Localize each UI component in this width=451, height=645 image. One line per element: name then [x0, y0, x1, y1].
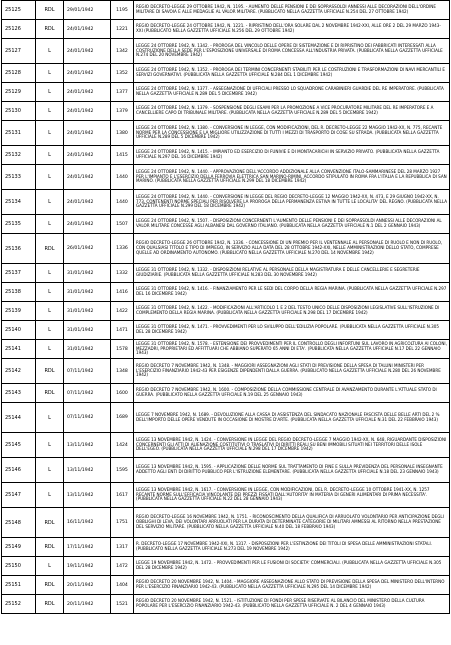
act-date: 31/01/1942 [64, 283, 111, 302]
act-date: 31/01/1942 [64, 340, 111, 359]
act-type: L [36, 215, 64, 234]
table-row [2, 321, 450, 340]
act-date: 24/01/1942 [64, 39, 111, 64]
act-type: RDL [36, 1, 64, 20]
act-description: LEGGE 13 NOVEMBRE 1942, N. 1595. - APPLICAZIONE DELLE NORME SUL TRATTAMENTO DI FINE E SULLA PREVIDENZA DEL PERSONALE INSEGNANTE ADDETTO AGLI ENTI DI DIRITTO PUBBLICO PER L'ISTRUZIONE ELEMENTARE. (PUBBLICATA NELLA GAZZETTA UFFICIALE N.18 DEL 23 GENNAIO 1943) [134, 458, 450, 483]
act-number: 1195 [111, 1, 134, 20]
act-number: 1689 [111, 403, 134, 433]
act-type: L [36, 283, 64, 302]
entry-number: 25146 [2, 458, 36, 483]
act-date: 24/01/1942 [64, 20, 111, 39]
act-date: 24/01/1942 [64, 190, 111, 215]
entry-number: 25150 [2, 557, 36, 576]
act-type: RDL [36, 508, 64, 538]
entry-number: 25134 [2, 190, 36, 215]
table-row [2, 20, 450, 39]
act-date: 13/11/1942 [64, 433, 111, 458]
act-date: 24/01/1942 [64, 64, 111, 83]
entry-number: 25141 [2, 340, 36, 359]
act-description: LEGGE 24 OTTOBRE 1942, N. 1342. - PROROGA DEL VINCOLO DELLE OPERE DI SISTEMAZIONE E DI RIPRISTINO DEI FABBRICATI INTERESSATI ALLA COSTRUZIONE DELLA SEDE PER L'ESPOSIZIONE UNIVERSALE DI ROMA CONCESSA ALL'INDUSTRIA PRIVATA. (PUBBLICATA NELLA GAZZETTA UFFICIALE N.274 DEL 20 NOVEMBRE 1942) [134, 39, 450, 64]
table-row [2, 403, 450, 433]
table-row [2, 83, 450, 102]
act-type: L [36, 433, 64, 458]
table-row [2, 1, 450, 20]
act-description: LEGGE 24 OTTOBRE 1942, N. 1377. - ASSEGNAZIONE DI UFFICIALI PRESSO LO SQUADRONE CARABINIERI GUARDIE DEL RE IMPERATORE. (PUBBLICATA NELLA GAZZETTA UFFICIALE N.289 DEL 5 DICEMBRE 1942) [134, 83, 450, 102]
entry-number: 25130 [2, 102, 36, 121]
entry-number: 25142 [2, 359, 36, 384]
act-date: 24/01/1942 [64, 165, 111, 190]
act-type: L [36, 403, 64, 433]
act-description: REGIO DECRETO-LEGGE 16 NOVEMBRE 1942, N. 1751. - RICONOSCIMENTO DELLA QUALIFICA DI ARRUOLATO VOLONTARIO PER ANTICIPAZIONE DEGLI OBBLIGHI DI LEVA, DEI VOLONTARI ARRUOLATI PER LA DURATA DI DETERMINATE CATEGORIE DI MILITARI AMMESSI AL RITORNO NELLA PRESTAZIONE DEL SERVIZIO MILITARE. (PUBBLICATO NELLA GAZZETTA UFFICIALE N.40 DEL 18 FEBBRAIO 1943) [134, 508, 450, 538]
act-number: 1472 [111, 557, 134, 576]
entry-number: 25125 [2, 1, 36, 20]
entry-number: 25132 [2, 146, 36, 165]
act-date: 07/11/1942 [64, 403, 111, 433]
act-description: LEGGE 24 OTTOBRE 1942, N. 1440. - APPROVAZIONE DELL'ACCORDO ADDIZIONALE ALLA CONVENZIONE ITALO-SAMMARINESE DEL 28 MARZO 1927 PER L'IMPIANTO E L'ESERCIZIO DELLA FERROVIA ELETTRICA SAN MARINO-RIMINI, ACCORDO STIPULATO IN ROMA FRA L'ITALIA E LA REPUBBLICA DI SAN MARINO. (PUBBLICATA NELLA GAZZETTA UFFICIALE N.299 DEL 18 DICEMBRE 1942) [134, 165, 450, 190]
entry-number: 25140 [2, 321, 36, 340]
act-number: 1422 [111, 302, 134, 321]
entry-number: 25138 [2, 283, 36, 302]
entry-number: 25147 [2, 483, 36, 508]
table-row [2, 557, 450, 576]
act-number: 1342 [111, 39, 134, 64]
entry-number: 25139 [2, 302, 36, 321]
entry-number: 25127 [2, 39, 36, 64]
act-description: LEGGE 13 NOVEMBRE 1942, N. 1617. - CONVERSIONE IN LEGGE, CON MODIFICAZIONI, DEL R. DECRETO-LEGGE 10 OTTOBRE 1941-XX, N. 1257 RECANTE NORME SULL'EFFICACIA VINCOLANTE DEI PREZZI FISSATI DALL'AUTORITA' IN MATERIA DI GENERI ALIMENTARI DI PRIMA NECESSITA'. (PUBBLICATA NELLA GAZZETTA UFFICIALE N.22 DEL 28 GENNAIO 1943) [134, 483, 450, 508]
act-date: 17/11/1942 [64, 538, 111, 557]
act-description: R. DECRETO-LEGGE 17 NOVEMBRE 1942-XXI, N. 1317. - DISPOSIZIONI PER L'ESTINZIONE DEI TITOLI DI SPESA DELLE AMMINISTRAZIONI STATALI. (PUBBLICATO NELLA GAZZETTA UFFICIALE N.273 DEL 19 NOVEMBRE 1942) [134, 538, 450, 557]
act-type: L [36, 83, 64, 102]
act-description: REGIO DECRETO 7 NOVEMBRE 1942, N. 1348. - MAGGIORI ASSEGNAZIONI AGLI STATI DI PREVISIONE DELLA SPESA DI TALUNI MINISTERI PER L'ESERCIZIO FINANZIARIO 1942-43 PER ESIGENZE DIPENDENTI DALLA GUERRA. (PUBBLICATO NELLA GAZZETTA UFFICIALE N.280 DEL 26 NOVEMBRE 1942) [134, 359, 450, 384]
act-description: REGIO DECRETO-LEGGE 24 OTTOBRE 1942, N. 1221. - RIPRISTINO DELL'ORA SOLARE DAL 2 NOVEMBRE 1942-XXI, ALLE ORE 2 DEL 29 MARZO 1943-XXI (PUBBLICATO NELLA GAZZETTA UFFICIALE N.256 DEL 29 OTTOBRE 1942) [134, 20, 450, 39]
act-date: 31/01/1942 [64, 264, 111, 283]
entry-number: 25131 [2, 121, 36, 146]
act-number: 1521 [111, 595, 134, 614]
table-row [2, 538, 450, 557]
act-type: L [36, 557, 64, 576]
table-row [2, 64, 450, 83]
table-row [2, 359, 450, 384]
act-description: LEGGE 24 OTTOBRE 1942, N. 1440. - CONVERSIONE IN LEGGE DEL REGIO DECRETO-LEGGE 12 MAGGIO 1942-XX, N. 473, E 29 GIUGNO 1942-XX, N. 773, CONTENENTI NORME SPECIALI PER RISOLVERE LA PROROGA DELLA PERMANENZA ESTIVA IN TUTTE LE LOCALITA' DEL REGNO. (PUBBLICATA NELLA GAZZETTA UFFICIALE N.299 DEL 18 DICEMBRE 1942) [134, 190, 450, 215]
act-description: LEGGE 31 OTTOBRE 1942, N. 1422. - MODIFICAZIONI ALL'ARTICOLO 1 E 2 DEL TESTO UNICO DELLE DISPOSIZIONI LEGISLATIVE SULL'ISTRUZIONE DI COMPLEMENTO DELLA REGIA MARINA. (PUBBLICATA NELLA GAZZETTA UFFICIALE N.298 DEL 17 DICEMBRE 1942) [134, 302, 450, 321]
act-number: 1336 [111, 234, 134, 264]
act-description: LEGGE 31 OTTOBRE 1942, N. 1332. - DISPOSIZIONI RELATIVE AL PERSONALE DELLA MAGISTRATURA E DELLE CANCELLERIE E SEGRETERIE GIUDIZIARIE. (PUBBLICATA NELLA GAZZETTA UFFICIALE N.283 DEL 30 NOVEMBRE 1942) [134, 264, 450, 283]
act-type: RDL [36, 576, 64, 595]
table-row [2, 146, 450, 165]
act-number: 1578 [111, 340, 134, 359]
act-type: RDL [36, 234, 64, 264]
act-date: 07/11/1942 [64, 384, 111, 403]
entry-number: 25143 [2, 384, 36, 403]
act-date: 31/01/1942 [64, 321, 111, 340]
table-row [2, 165, 450, 190]
act-type: L [36, 121, 64, 146]
entry-number: 25152 [2, 595, 36, 614]
act-number: 1424 [111, 433, 134, 458]
act-number: 1332 [111, 264, 134, 283]
act-number: 1404 [111, 576, 134, 595]
act-type: L [36, 483, 64, 508]
act-type: L [36, 165, 64, 190]
entry-number: 25145 [2, 433, 36, 458]
entry-number: 25144 [2, 403, 36, 433]
act-number: 1595 [111, 458, 134, 483]
act-date: 20/11/1942 [64, 576, 111, 595]
act-date: 24/01/1942 [64, 102, 111, 121]
entry-number: 25136 [2, 234, 36, 264]
table-row [2, 340, 450, 359]
act-date: 16/11/1942 [64, 508, 111, 538]
table-row [2, 190, 450, 215]
act-type: RDL [36, 384, 64, 403]
act-number: 1348 [111, 359, 134, 384]
act-description: LEGGE 24 OTTOBRE 1942, N. 1507. - DISPOSIZIONI CONCERNENTI L'AUMENTO DELLE PENSIONI E DEI SOPRASSOLDI ANNESSI ALLE DECORAZIONI AL VALOR MILITARE CONCESSE AGLI ALBANESI DAL GOVERNO ITALIANO. (PUBBLICATA NELLA GAZZETTA UFFICIALE N.1 DEL 2 GENNAIO 1943) [134, 215, 450, 234]
table-row [2, 283, 450, 302]
act-description: LEGGE 24 OTTOBRE 1942, N. 1379. - SOSPENSIONE DEGLI ESAMI PER LA PROMOZIONE A VICE PROCURATORE MILITARE DEL RE IMPERATORE E A CANCELLIERE CAPO DI TRIBUNALE MILITARE. (PUBBLICATA NELLA GAZZETTA UFFICIALE N.289 DEL 5 DICEMBRE 1942) [134, 102, 450, 121]
act-description: REGIO DECRETO-LEGGE 26 OTTOBRE 1942, N. 1336. - CONCESSIONE DI UN PREMIO PER IL VENTENNALE AL PERSONALE DI RUOLO E NON DI RUOLO, CON QUALSIASI TITOLO E TIPO DI IMPIEGO, IN SERVIZIO ALLA DATA DEL 28 OTTOBRE 1942-XXI, NELLE AMMINISTRAZIONI DELLO STATO, COMPRESE QUELLE AD ORDINAMENTO AUTONOMO. (PUBBLICATO NELLA GAZZETTA UFFICIALE N.270 DEL 14 NOVEMBRE 1942) [134, 234, 450, 264]
entry-number: 25148 [2, 508, 36, 538]
table-row [2, 121, 450, 146]
act-date: 07/11/1942 [64, 359, 111, 384]
act-number: 1221 [111, 20, 134, 39]
table-row [2, 384, 450, 403]
act-description: LEGGE 24 OTTOBRE 1942, N. 1352. - PROROGA DEI TERMINI CONCERNENTI STABILITI PER LE COSTRUZIONI E TRASFORMAZIONI DI NAVI MERCANTILI E SERVIZI GOVERNATIVI. (PUBBLICATA NELLA GAZZETTA UFFICIALE N.284 DEL 1 DICEMBRE 1942) [134, 64, 450, 83]
act-date: 20/11/1942 [64, 595, 111, 614]
act-type: L [36, 302, 64, 321]
entry-number: 25135 [2, 215, 36, 234]
act-type: L [36, 458, 64, 483]
act-description: REGIO DECRETO 20 NOVEMBRE 1942, N. 1404. - MAGGIORE ASSEGNAZIONE ALLO STATO DI PREVISIONE DELLA SPESA DEL MINISTERO DELL'INTERNO PER L'ESERCIZIO FINANZIARIO 1942-43. (PUBBLICATO NELLA GAZZETTA UFFICIALE N.295 DEL 14 DICEMBRE 1942) [134, 576, 450, 595]
act-date: 19/11/1942 [64, 557, 111, 576]
act-type: L [36, 39, 64, 64]
table-row [2, 458, 450, 483]
table-row [2, 433, 450, 458]
act-description: LEGGE 31 OTTOBRE 1942, N. 1416. - FINANZIAMENTO PER LE SEDI DEL CORPO DELLA REGIA MARINA. (PUBBLICATA NELLA GAZZETTA UFFICIALE N.297 DEL 16 DICEMBRE 1942) [134, 283, 450, 302]
table-row [2, 234, 450, 264]
act-number: 1600 [111, 384, 134, 403]
act-description: LEGGE 19 NOVEMBRE 1942, N. 1472. - PROVVEDIMENTI PER LE FUSIONI DI SOCIETA' COMMERCIALI. (PUBBLICATA NELLA GAZZETTA UFFICIALE N.305 DEL 28 DICEMBRE 1942) [134, 557, 450, 576]
act-type: RDL [36, 20, 64, 39]
entry-number: 25129 [2, 83, 36, 102]
table-row [2, 39, 450, 64]
act-type: RDL [36, 538, 64, 557]
act-number: 1617 [111, 483, 134, 508]
act-type: RDL [36, 359, 64, 384]
act-number: 1317 [111, 538, 134, 557]
act-date: 24/01/1942 [64, 146, 111, 165]
act-date: 24/01/1942 [64, 215, 111, 234]
legislation-register-table [1, 0, 450, 614]
act-number: 1507 [111, 215, 134, 234]
act-type: L [36, 264, 64, 283]
act-date: 13/11/1942 [64, 483, 111, 508]
act-type: L [36, 64, 64, 83]
act-description: LEGGE 31 OTTOBRE 1942, N. 1578. - ESTENSIONE DEI PROVVEDIMENTI PER IL CONTROLLO DEGLI INFORTUNI SUL LAVORO IN AGRICOLTURA AI COLONI, MEZZADRI, PROPRIETARI ED AFFITTUARI CHE ABBIANO SUPERATO 65 ANNI DI ETA'. (PUBBLICATA NELLA GAZZETTA UFFICIALE N.17 DEL 22 GENNAIO 1943) [134, 340, 450, 359]
act-type: L [36, 102, 64, 121]
act-number: 1379 [111, 102, 134, 121]
table-row [2, 576, 450, 595]
act-type: L [36, 146, 64, 165]
table-row [2, 215, 450, 234]
act-number: 1440 [111, 190, 134, 215]
act-type: L [36, 321, 64, 340]
act-date: 26/01/1942 [64, 234, 111, 264]
entry-number: 25126 [2, 20, 36, 39]
entry-number: 25128 [2, 64, 36, 83]
act-number: 1416 [111, 283, 134, 302]
act-number: 1471 [111, 321, 134, 340]
table-row [2, 483, 450, 508]
act-number: 1377 [111, 83, 134, 102]
act-description: LEGGE 24 OTTOBRE 1942, N. 1415. - IMPIANTO ED ESERCIZIO DI FUNIVIE E DI MONTACARICHI IN SERVIZIO PRIVATO. (PUBBLICATA NELLA GAZZETTA UFFICIALE N.297 DEL 16 DICEMBRE 1942) [134, 146, 450, 165]
act-type: L [36, 190, 64, 215]
act-description: LEGGE 13 NOVEMBRE 1942, N. 1424. - CONVERSIONE IN LEGGE DEL REGIO DECRETO-LEGGE 7 MAGGIO 1942-XX, N. 648, RIGUARDANTE DISPOSIZIONI CONCERNENTI GLI ATTI DI ALIENAZIONE COSTITUTIVI O TRASLATIVI DI DIRITTI REALI SU BENI IMMOBILI SITUATI NEI TERRITORI DELLE ISOLE DELL'EGEO. (PUBBLICATA NELLA GAZZETTA UFFICIALE N.298 DEL 17 DICEMBRE 1942) [134, 433, 450, 458]
entry-number: 25149 [2, 538, 36, 557]
entry-number: 25151 [2, 576, 36, 595]
table-row [2, 102, 450, 121]
act-description: REGIO DECRETO 7 NOVEMBRE 1942, N. 1600. - COMPOSIZIONE DELLA COMMISSIONE CENTRALE DI AVANZAMENTO DURANTE L'ATTUALE STATO DI GUERRA. (PUBBLICATO NELLA GAZZETTA UFFICIALE N.19 DEL 25 GENNAIO 1943) [134, 384, 450, 403]
act-type: L [36, 340, 64, 359]
act-description: LEGGE 24 OTTOBRE 1942, N. 1380. - CONVERSIONE IN LEGGE, CON MODIFICAZIONI, DEL R. DECRETO-LEGGE 22 MAGGIO 1942-XX, N. 775, RECANTE NORME PER LA CONCESSIONE E LA MIGLIORE UTILIZZAZIONE DI TUTTI I MEZZI DI TRASPORTO DI COSE SU STRADA. (PUBBLICATA NELLA GAZZETTA UFFICIALE N.289 DEL 5 DICEMBRE 1942) [134, 121, 450, 146]
act-date: 24/01/1942 [64, 83, 111, 102]
act-number: 1415 [111, 146, 134, 165]
act-date: 24/01/1942 [64, 121, 111, 146]
act-description: REGIO DECRETO 20 NOVEMBRE 1942, N. 1521. - ISTITUZIONE DI FONDI PER SPESE RISERVATE AL BILANCIO DEL MINISTERO DELLA CULTURA POPOLARE PER L'ESERCIZIO FINANZIARIO 1942-43. (PUBBLICATO NELLA GAZZETTA UFFICIALE N. 2 DEL 4 GENNAIO 1943) [134, 595, 450, 614]
table-row [2, 264, 450, 283]
table-row [2, 508, 450, 538]
act-number: 1380 [111, 121, 134, 146]
act-number: 1751 [111, 508, 134, 538]
act-type: RDL [36, 595, 64, 614]
entry-number: 25133 [2, 165, 36, 190]
act-description: REGIO DECRETO-LEGGE 29 OTTOBRE 1942, N. 1195. - AUMENTO DELLE PENSIONI E DEI SOPRASSOLDI ANNESSI ALLE DECORAZIONI DELL'ORDINE MILITARE DI SAVOIA E ALLE MEDAGLIE AL VALOR MILITARE. (PUBBLICATO NELLA GAZZETTA UFFICIALE N.254 DEL 27 OTTOBRE 1942) [134, 1, 450, 20]
table-row [2, 595, 450, 614]
entry-number: 25137 [2, 264, 36, 283]
act-number: 1352 [111, 64, 134, 83]
table-row [2, 302, 450, 321]
act-date: 31/01/1942 [64, 302, 111, 321]
act-date: 29/01/1942 [64, 1, 111, 20]
act-description: LEGGE 7 NOVEMBRE 1942, N. 1689. - DEVOLUZIONE ALLA CASSA DI ASSISTENZA DEL SINDACATO NAZIONALE FASCISTA DELLE BELLE ARTI DEL 2 % DELL'IMPORTO DELLE OPERE VENDUTE IN OCCASIONE DI MOSTRE D'ARTE. (PUBBLICATA NELLA GAZZETTA UFFICIALE N.31 DEL 22 FEBBRAIO 1943) [134, 403, 450, 433]
act-number: 1440 [111, 165, 134, 190]
act-date: 13/11/1942 [64, 458, 111, 483]
act-description: LEGGE 31 OTTOBRE 1942, N. 1471. - PROVVEDIMENTI PER LO SVILUPPO DELL'EDILIZIA POPOLARE. (PUBBLICATA NELLA GAZZETTA UFFICIALE N.305 DEL 28 DICEMBRE 1942) [134, 321, 450, 340]
